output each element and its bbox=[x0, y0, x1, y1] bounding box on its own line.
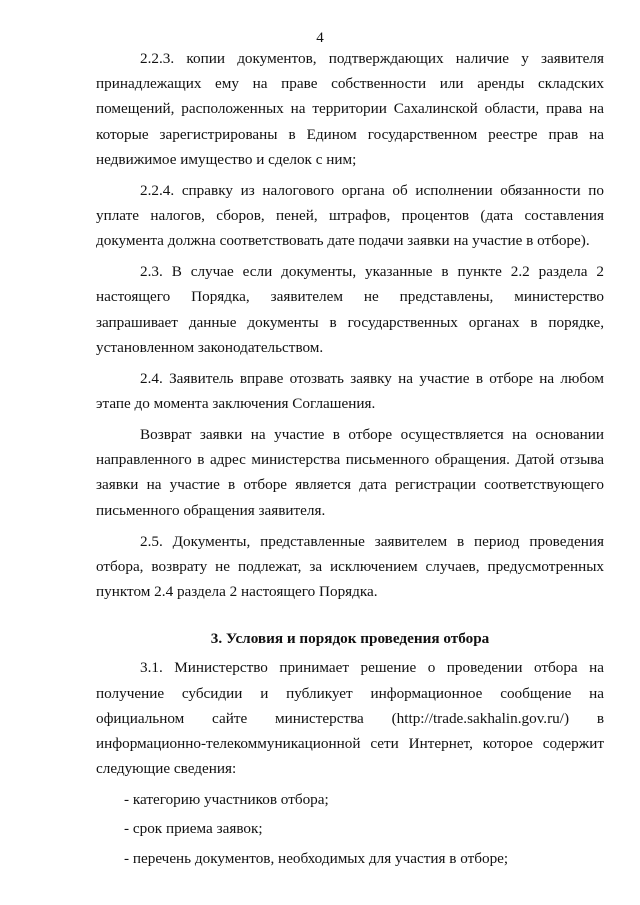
list-item-participants: - категорию участников отбора; bbox=[124, 791, 329, 809]
paragraph-2-4: 2.4. Заявитель вправе отозвать заявку на участие в отборе на любом этапе до момента заключения Соглашения. bbox=[96, 369, 604, 413]
paragraph-2-5: 2.5. Документы, представленные заявителем в период проведения отбора, возврату не подлежат, за исключением случаев, предусмотренных пунктом 2.4 раздела 2 настоящего Порядка. bbox=[96, 532, 604, 601]
document-body bbox=[96, 46, 604, 875]
paragraph-2-2-3: 2.2.3. копии документов, подтверждающих наличие у заявителя принадлежащих ему на праве собственности или аренды складских помещений, расположенных на территории Сахалинской области, права на которые зарегистрированы в Едином государственном реестре прав на недвижимое имущество и сделок с ним; bbox=[96, 50, 604, 168]
paragraph-withdrawal: Возврат заявки на участие в отборе осуществляется на основании направленного в адрес министерства письменного обращения. Датой отзыва заявки на участие в отборе является дата регистрации соответствующего письменного обращения заявителя. bbox=[96, 426, 604, 519]
paragraph-2-2-4: 2.2.4. справку из налогового органа об исполнении обязанности по уплате налогов, сборов, пеней, штрафов, процентов (дата составления документа должна соответствовать дате подачи заявки на участие в отборе). bbox=[96, 181, 604, 250]
paragraph-2-3: 2.3. В случае если документы, указанные в пункте 2.2 раздела 2 настоящего Порядка, заявителем не представлены, министерство запрашивает данные документы в государственных органах в порядке, установленном законодательством. bbox=[96, 263, 604, 356]
list-item-documents: - перечень документов, необходимых для участия в отборе; bbox=[124, 849, 509, 867]
page-number: 4 bbox=[316, 30, 324, 46]
paragraph-3-1: 3.1. Министерство принимает решение о проведении отбора на получение субсидии и публикует информационное сообщение на официальном сайте министерства (http://trade.sakhalin.gov.ru/) в информационно-телекоммуникационной сети Интернет, которое содержит следующие сведения: bbox=[96, 659, 604, 778]
section-3-heading: 3. Условия и порядок проведения отбора bbox=[210, 630, 490, 648]
list-item-deadline: - срок приема заявок; bbox=[124, 820, 263, 838]
